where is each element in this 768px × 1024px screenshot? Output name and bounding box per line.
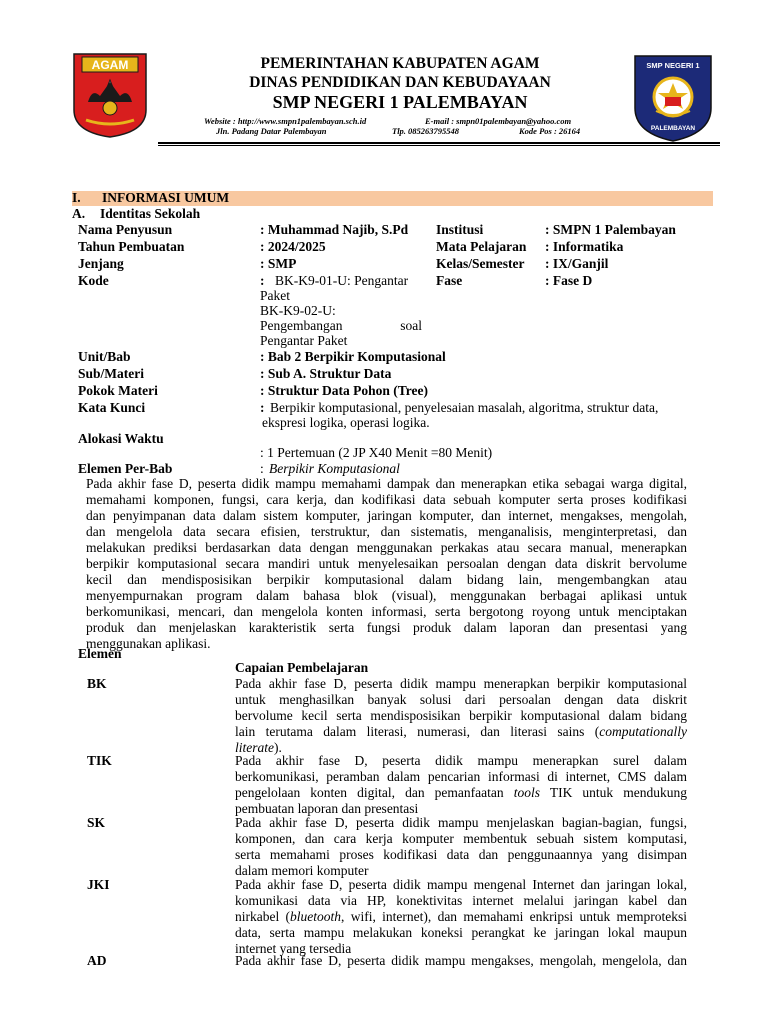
value-kata-kunci-line-1: Berpikir komputasional, penyelesaian masalah, algoritma, struktur data,	[270, 400, 659, 415]
cp-line: Pada akhir fase D, peserta didik mampu menerapkan surel dalam	[235, 753, 687, 768]
value-nama-penyusun: : Muhammad Najib, S.Pd	[260, 222, 409, 237]
value-pokok-materi: : Struktur Data Pohon (Tree)	[260, 383, 428, 398]
header-rule-thick	[158, 142, 720, 144]
paragraph-line: melakukan prediksi berdasarkan data dengan menggunakan perkakas atau secara manual, menerapkan	[86, 540, 687, 555]
cp-code-jki: JKI	[87, 877, 110, 892]
kata-kunci-colon: :	[260, 400, 265, 415]
svg-text:AGAM: AGAM	[91, 58, 129, 72]
paragraph-line: berkomunikasi, mencari, dan mengelola konten informasi, serta bergotong royong untuk menciptakan	[86, 604, 687, 619]
paragraph-line: memahami komponen, fungsi, cara kerja, dan kodifikasi data sebuah komputer serta proses kodifikasi	[86, 492, 687, 507]
label-kode: Kode	[78, 273, 109, 288]
cp-text-tik	[235, 753, 687, 817]
cp-line: Pada akhir fase D, peserta didik mampu menjelaskan bagian-bagian, fungsi,	[235, 815, 687, 830]
cp-text-jki	[235, 877, 687, 957]
label-jenjang: Jenjang	[78, 256, 124, 271]
header-government: PEMERINTAHAN KABUPATEN AGAM	[260, 55, 540, 72]
cp-line: Pada akhir fase D, peserta didik mampu menerapkan berpikir komputasional	[235, 676, 687, 691]
label-tahun-pembuatan: Tahun Pembuatan	[78, 239, 185, 254]
kode-line-1: BK-K9-01-U: Pengantar	[275, 273, 409, 288]
value-unit-bab: : Bab 2 Berpikir Komputasional	[260, 349, 446, 364]
header-rule-thin	[158, 145, 720, 146]
label-mata-pelajaran: Mata Pelajaran	[436, 239, 527, 254]
elemen-per-bab-colon: :	[260, 461, 264, 476]
cp-line: bervolume kecil serta mendisposisikan berpikir komputasional dalam bidang	[235, 708, 687, 723]
elemen-heading: Elemen	[78, 646, 122, 661]
value-sub-materi: : Sub A. Struktur Data	[260, 366, 392, 381]
value-tahun-pembuatan: : 2024/2025	[260, 239, 326, 254]
label-pokok-materi: Pokok Materi	[78, 383, 158, 398]
school-website: Website : http://www.smpn1palembayan.sch.id	[204, 116, 367, 126]
cp-line: pembuatan laporan dan presentasi	[235, 801, 419, 816]
svg-text:SMP NEGERI 1: SMP NEGERI 1	[646, 61, 700, 70]
cp-line: komunikasi data via HP, konektivitas internet melalui jaringan kabel dan	[235, 893, 687, 908]
kode-line-2: Paket	[260, 288, 290, 303]
label-fase: Fase	[436, 273, 463, 288]
cp-line: pengelolaan konten digital, dan pemanfaatan tools TIK untuk mendukung	[235, 785, 688, 800]
paragraph-line: produk dan menjelaskan karakteristik serta fungsi produk dalam laporan dan presentasi yang	[86, 620, 687, 635]
label-alokasi-waktu: Alokasi Waktu	[78, 431, 164, 446]
label-elemen-per-bab: Elemen Per-Bab	[78, 461, 173, 476]
paragraph-line: kecil dan mendisposisikan berpikir komputasional dalam bidang lain, mengembangkan atau	[86, 572, 687, 587]
smpn1-palembayan-logo	[632, 53, 714, 143]
value-alokasi-waktu: : 1 Pertemuan (2 JP X40 Menit =80 Menit)	[260, 445, 493, 460]
cp-line: dalam memori komputer	[235, 863, 369, 878]
school-phone: Tlp. 085263795548	[392, 126, 460, 136]
value-fase: : Fase D	[545, 273, 593, 288]
cp-code-tik: TIK	[87, 753, 112, 768]
paragraph-line: berpikir komputasional secara mandiri untuk menyelesaikan persoalan dengan data diskrit bervolume	[86, 556, 687, 571]
cp-line: internet yang tersedia	[235, 941, 352, 956]
cp-line: Pada akhir fase D, peserta didik mampu mengakses, mengolah, mengelola, dan	[235, 953, 687, 968]
cp-code-bk: BK	[87, 676, 107, 691]
label-nama-penyusun: Nama Penyusun	[78, 222, 173, 237]
cp-line: data, serta mampu melakukan koneksi perangkat ke jaringan lokal maupun	[235, 925, 687, 940]
value-kata-kunci-line-2: ekspresi logika, operasi logika.	[262, 415, 430, 430]
value-elemen-per-bab: Berpikir Komputasional	[269, 461, 400, 476]
kode-line-5: Pengantar Paket	[260, 333, 348, 348]
label-unit-bab: Unit/Bab	[78, 349, 131, 364]
kode-line-3: BK-K9-02-U:	[260, 303, 336, 318]
agam-regency-logo	[72, 52, 148, 138]
capaian-heading: Capaian Pembelajaran	[235, 660, 369, 675]
cp-line: lain terutama dalam literasi, numerasi, dan literasi sains (computationally	[235, 724, 687, 739]
label-kata-kunci: Kata Kunci	[78, 400, 146, 415]
kode-colon: :	[260, 273, 265, 288]
cp-text-ad	[235, 953, 687, 969]
label-institusi: Institusi	[436, 222, 484, 237]
paragraph-line: dan mengelola data secara efisien, terstruktur, dan sistematis, menganalisis, menginterpretasi, dan	[86, 524, 687, 539]
kode-line-4: Pengembangan soal	[260, 318, 422, 333]
subsection-title: Identitas Sekolah	[100, 206, 201, 221]
cp-code-ad: AD	[87, 953, 107, 968]
paragraph-line: menyempurnakan program dalam bahasa blok (visual), menggunakan berbagai aplikasi untuk	[86, 588, 687, 603]
cp-line: untuk menghasilkan banyak solusi dari persoalan dengan data diskrit	[235, 692, 687, 707]
cp-line: literate).	[235, 740, 282, 755]
cp-line: berkomunikasi, peramban dalam pencarian informasi di internet, CMS dalam	[235, 769, 687, 784]
cp-line: serta memahami proses kodifikasi data dan penggunaannya yang disimpan	[235, 847, 687, 862]
cp-code-sk: SK	[87, 815, 106, 830]
value-mata-pelajaran: : Informatika	[545, 239, 624, 254]
label-kelas-semester: Kelas/Semester	[436, 256, 525, 271]
school-postal-code: Kode Pos : 26164	[519, 126, 581, 136]
section-title: INFORMASI UMUM	[102, 190, 230, 205]
school-email: E-mail : smpn01palembayan@yahoo.com	[425, 116, 572, 126]
header-department: DINAS PENDIDIKAN DAN KEBUDAYAAN	[249, 74, 551, 91]
paragraph-line: dan penyimpanan data dalam sistem komputer, jaringan komputer, dan internet, mengakses, mengolah,	[86, 508, 687, 523]
cp-line: komponen, dan cara kerja komputer membentuk sebuah sistem komputasi,	[235, 831, 687, 846]
cp-text-sk	[235, 815, 687, 879]
cp-line: Pada akhir fase D, peserta didik mampu mengenal Internet dan jaringan lokal,	[235, 877, 687, 892]
label-sub-materi: Sub/Materi	[78, 366, 144, 381]
cp-text-bk	[235, 676, 687, 756]
section-number: I.	[72, 190, 81, 205]
value-jenjang: : SMP	[260, 256, 297, 271]
school-address: Jln. Padang Datar Palembayan	[216, 126, 327, 136]
cp-line: nirkabel (bluetooth, wifi, internet), dan memahami enkripsi untuk memproteksi	[235, 909, 687, 924]
elemen-description	[86, 476, 687, 652]
value-institusi: : SMPN 1 Palembayan	[545, 222, 676, 237]
header-school-name: SMP NEGERI 1 PALEMBAYAN	[272, 92, 528, 112]
svg-text:PALEMBAYAN: PALEMBAYAN	[650, 125, 696, 132]
paragraph-line: menggunakan aplikasi.	[86, 636, 211, 651]
subsection-number: A.	[72, 206, 86, 221]
paragraph-line: Pada akhir fase D, peserta didik mampu memahami dampak dan menerapkan etika sebagai warga digital,	[86, 476, 687, 491]
value-kelas-semester: : IX/Ganjil	[545, 256, 609, 271]
